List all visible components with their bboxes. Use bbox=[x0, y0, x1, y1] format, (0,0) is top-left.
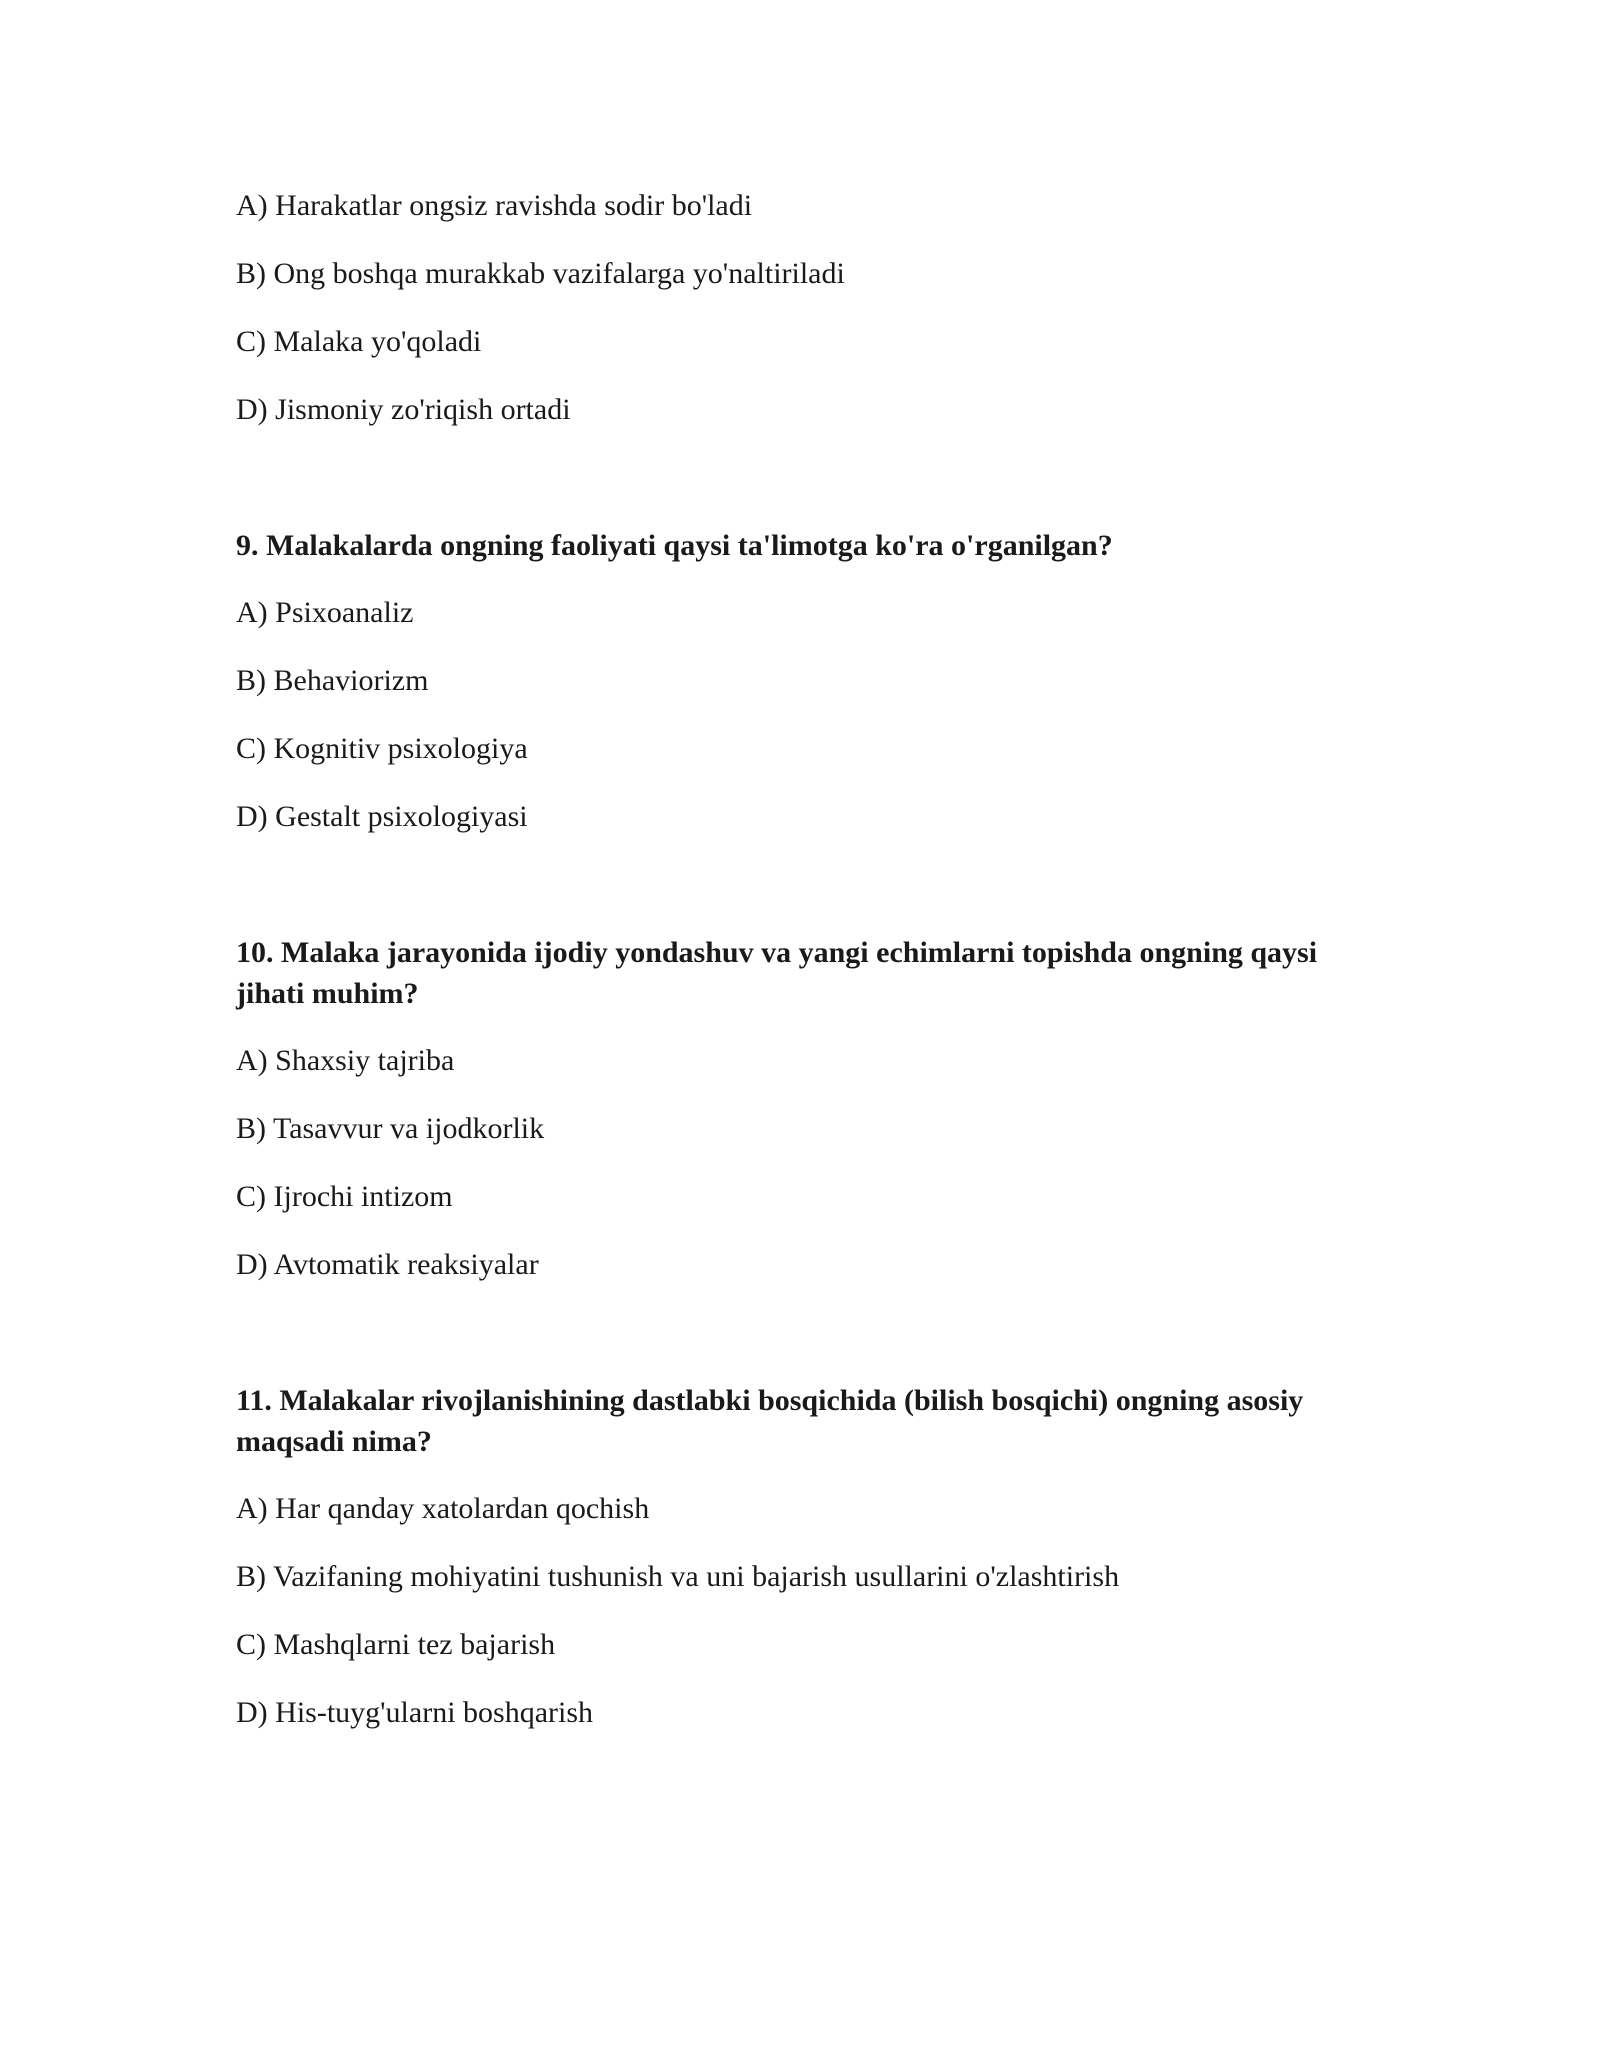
question-block-9 bbox=[236, 525, 1376, 837]
option-b: B) Ong boshqa murakkab vazifalarga yo'naltiriladi bbox=[236, 257, 845, 290]
option-a: A) Harakatlar ongsiz ravishda sodir bo'ladi bbox=[236, 189, 753, 222]
option-c: C) Malaka yo'qoladi bbox=[236, 325, 482, 358]
question-text: 11. Malakalar rivojlanishining dastlabki bosqichida (bilish bosqichi) ongning asosiy maqsadi nima? bbox=[236, 1384, 1304, 1458]
option-d: D) Gestalt psixologiyasi bbox=[236, 800, 528, 833]
spacer bbox=[236, 1313, 1376, 1380]
document-page bbox=[236, 186, 1376, 1761]
option-b: B) Behaviorizm bbox=[236, 664, 429, 697]
option-b: B) Vazifaning mohiyatini tushunish va uni bajarish usullarini o'zlashtirish bbox=[236, 1560, 1120, 1593]
option-c: C) Mashqlarni tez bajarish bbox=[236, 1628, 556, 1661]
option-a: A) Psixoanaliz bbox=[236, 596, 414, 629]
option-d: D) His-tuyg'ularni boshqarish bbox=[236, 1696, 594, 1729]
option-c: C) Kognitiv psixologiya bbox=[236, 732, 528, 765]
spacer bbox=[236, 865, 1376, 932]
question-block-11 bbox=[236, 1380, 1376, 1733]
option-d: D) Jismoniy zo'riqish ortadi bbox=[236, 393, 571, 426]
option-a: A) Har qanday xatolardan qochish bbox=[236, 1492, 650, 1525]
question-block-10 bbox=[236, 932, 1376, 1285]
option-a: A) Shaxsiy tajriba bbox=[236, 1044, 455, 1077]
question-text: 10. Malaka jarayonida ijodiy yondashuv va yangi echimlarni topishda ongning qaysi jihati muhim? bbox=[236, 936, 1318, 1010]
option-d: D) Avtomatik reaksiyalar bbox=[236, 1248, 539, 1281]
option-b: B) Tasavvur va ijodkorlik bbox=[236, 1112, 545, 1145]
option-c: C) Ijrochi intizom bbox=[236, 1180, 453, 1213]
question-block-8 bbox=[236, 186, 1376, 430]
spacer bbox=[236, 458, 1376, 525]
question-text: 9. Malakalarda ongning faoliyati qaysi ta'limotga ko'ra o'rganilgan? bbox=[236, 529, 1113, 562]
